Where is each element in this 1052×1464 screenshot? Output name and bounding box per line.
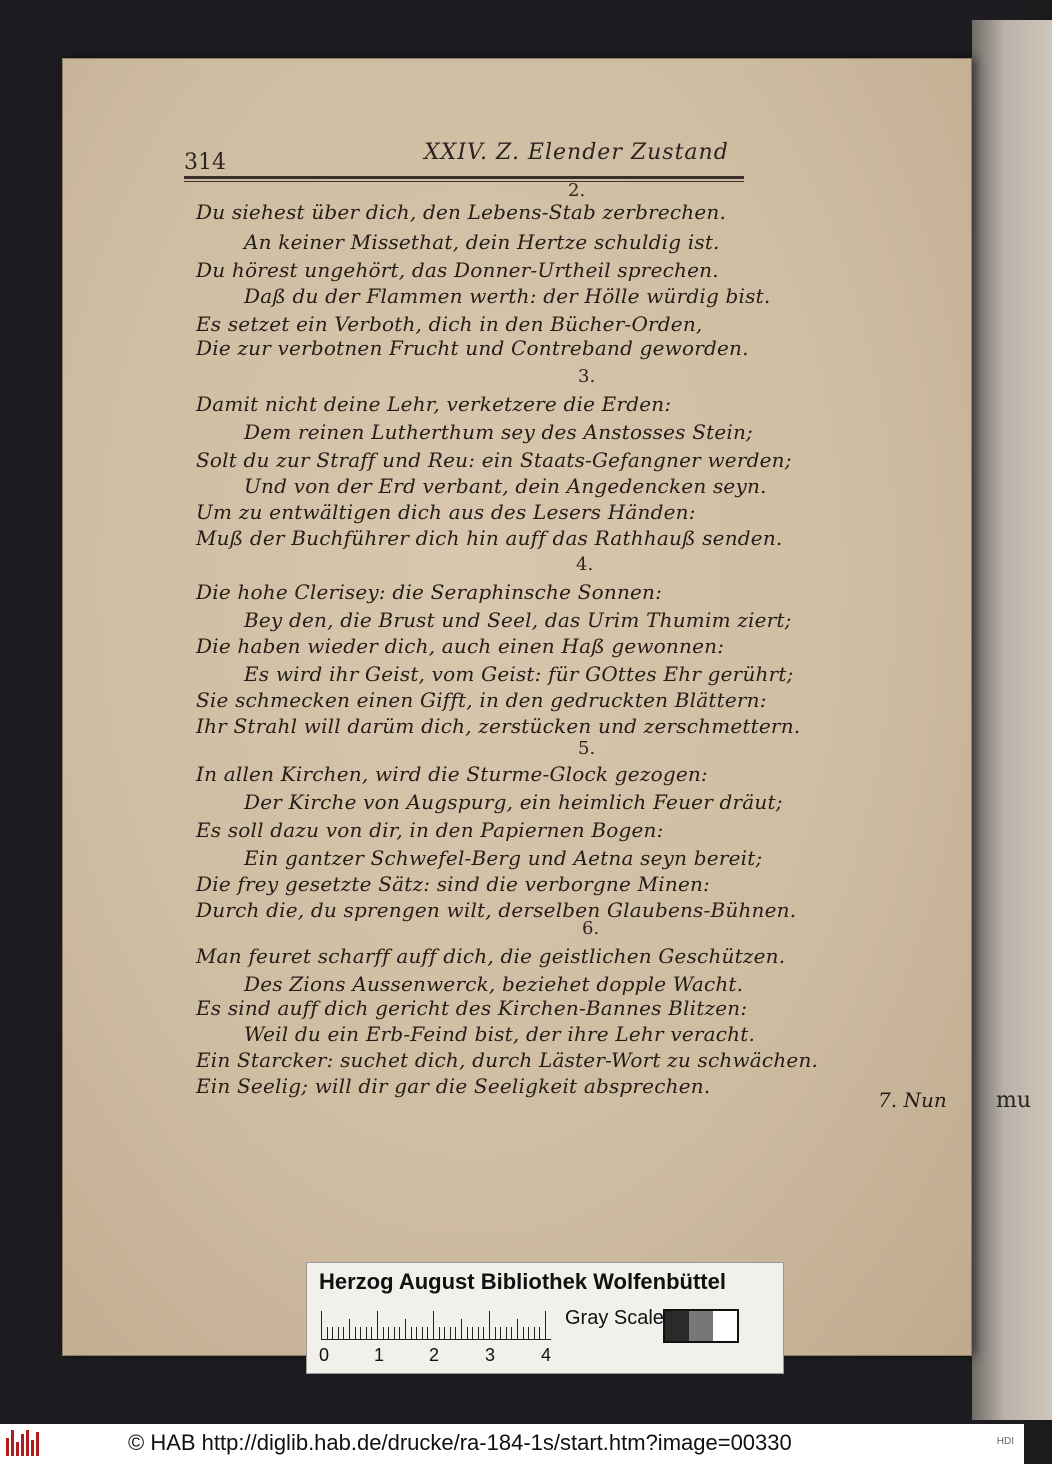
ruler-tick	[343, 1327, 344, 1339]
verse-line: Die hohe Clerisey: die Seraphinsche Sonnen:	[196, 580, 663, 604]
verse-line: Ein Seelig; will dir gar die Seeligkeit absprechen.	[196, 1074, 711, 1098]
ruler-tick	[327, 1327, 328, 1339]
copyright-link[interactable]: © HAB http://diglib.hab.de/drucke/ra-184-1s/start.htm?image=00330	[128, 1430, 792, 1455]
verse-line: Man feuret scharff auff dich, die geistlichen Geschützen.	[196, 944, 786, 968]
grayscale-label: Gray Scale	[565, 1307, 664, 1329]
ruler-tick	[517, 1319, 518, 1339]
ruler-tick	[450, 1327, 451, 1339]
header-rule-thin	[184, 181, 744, 182]
ruler-number: 1	[374, 1345, 385, 1365]
ruler-tick	[461, 1319, 462, 1339]
ruler-number: 0	[319, 1345, 330, 1365]
ruler-tick	[394, 1327, 395, 1339]
verse-line: Weil du ein Erb-Feind bist, der ihre Lehr veracht.	[244, 1022, 756, 1046]
ruler-tick	[405, 1319, 406, 1339]
verse-line: Ein Starcker: suchet dich, durch Läster-Wort zu schwächen.	[196, 1048, 819, 1072]
verse-line: Ihr Strahl will darüm dich, zerstücken und zerschmettern.	[196, 714, 801, 738]
ruler-number: 3	[485, 1345, 496, 1365]
swatch-mid	[689, 1311, 713, 1341]
verse-line: Des Zions Aussenwerck, beziehet dopple Wacht.	[244, 972, 744, 996]
ruler-tick	[360, 1327, 361, 1339]
scale-ruler	[321, 1311, 551, 1340]
next-page-fragment: mu	[996, 1088, 1032, 1113]
ruler-tick	[495, 1327, 496, 1339]
ruler-tick	[433, 1311, 434, 1339]
ruler-tick	[427, 1327, 428, 1339]
verse-line: Solt du zur Straff und Reu: ein Staats-Gefangner werden;	[196, 448, 792, 472]
verse-line: Die haben wieder dich, auch einen Haß gewonnen:	[196, 634, 725, 658]
ruler-tick	[416, 1327, 417, 1339]
ruler-tick	[545, 1311, 546, 1339]
library-name: Herzog August Bibliothek Wolfenbüttel	[319, 1269, 726, 1294]
header-rule	[184, 176, 744, 179]
ruler-tick	[366, 1327, 367, 1339]
verse-line: Es sind auff dich gericht des Kirchen-Bannes Blitzen:	[196, 996, 748, 1020]
verse-line: Muß der Buchführer dich hin auff das Rathhauß senden.	[196, 526, 783, 550]
ruler-tick	[399, 1327, 400, 1339]
ruler-tick	[371, 1327, 372, 1339]
stanza-number: 2.	[568, 180, 586, 201]
ruler-tick	[349, 1319, 350, 1339]
stanza-number: 4.	[576, 554, 594, 575]
ruler-tick	[483, 1327, 484, 1339]
ruler-tick	[332, 1327, 333, 1339]
verse-line: Ein gantzer Schwefel-Berg und Aetna seyn bereit;	[244, 846, 763, 870]
verse-line: In allen Kirchen, wird die Sturme-Glock gezogen:	[196, 762, 708, 786]
verse-line: Der Kirche von Augspurg, ein heimlich Feuer dräut;	[244, 790, 783, 814]
verse-line: Die frey gesetzte Sätz: sind die verborgne Minen:	[196, 872, 710, 896]
verse-line: An keiner Missethat, dein Hertze schuldig ist.	[244, 230, 720, 254]
ruler-tick	[467, 1327, 468, 1339]
ruler-number: 2	[429, 1345, 440, 1365]
ruler-tick	[338, 1327, 339, 1339]
swatch-dark	[665, 1311, 689, 1341]
ruler-tick	[444, 1327, 445, 1339]
verse-line: Und von der Erd verbant, dein Angedencken seyn.	[244, 474, 767, 498]
verse-line: Sie schmecken einen Gifft, in den gedruckten Blättern:	[196, 688, 767, 712]
ruler-tick	[439, 1327, 440, 1339]
verse-line: Daß du der Flammen werth: der Hölle würdig bist.	[244, 284, 771, 308]
viewer-footer	[0, 1424, 1024, 1464]
verse-line: Es wird ihr Geist, vom Geist: für GOttes Ehr gerührt;	[244, 662, 794, 686]
hab-logo-icon	[6, 1430, 42, 1456]
ruler-tick	[383, 1327, 384, 1339]
page-number: 314	[184, 150, 226, 175]
ruler-tick	[506, 1327, 507, 1339]
verse-line: Bey den, die Brust und Seel, das Urim Thumim ziert;	[244, 608, 792, 632]
swatch-light	[713, 1311, 737, 1341]
ruler-tick	[534, 1327, 535, 1339]
verse-line: Du siehest über dich, den Lebens-Stab zerbrechen.	[196, 200, 727, 224]
verse-line: Um zu entwältigen dich aus des Lesers Händen:	[196, 500, 696, 524]
ruler-tick	[321, 1311, 322, 1339]
grayscale-swatches	[663, 1309, 739, 1343]
verse-line: Dem reinen Lutherthum sey des Anstosses Stein;	[244, 420, 753, 444]
ruler-tick	[455, 1327, 456, 1339]
ruler-tick	[500, 1327, 501, 1339]
page-header	[184, 140, 744, 180]
ruler-tick	[422, 1327, 423, 1339]
stanza-number: 6.	[582, 918, 600, 939]
stanza-number: 5.	[578, 738, 596, 759]
ruler-tick	[523, 1327, 524, 1339]
verse-line: Die zur verbotnen Frucht und Contreband geworden.	[196, 336, 749, 360]
ruler-number: 4	[541, 1345, 552, 1365]
verse-line: Es setzet ein Verboth, dich in den Bücher-Orden,	[196, 312, 703, 336]
ruler-tick	[411, 1327, 412, 1339]
verse-line: Durch die, du sprengen wilt, derselben Glaubens-Bühnen.	[196, 898, 797, 922]
ruler-tick	[511, 1327, 512, 1339]
ruler-tick	[377, 1311, 378, 1339]
ruler-tick	[528, 1327, 529, 1339]
footer-mark: HDI	[996, 1436, 1014, 1447]
next-page-edge	[972, 20, 1052, 1420]
ruler-tick	[472, 1327, 473, 1339]
ruler-tick	[489, 1311, 490, 1339]
ruler-tick	[478, 1327, 479, 1339]
library-label-card	[306, 1262, 784, 1374]
ruler-tick	[539, 1327, 540, 1339]
verse-line: Es soll dazu von dir, in den Papiernen Bogen:	[196, 818, 664, 842]
running-head: XXIV. Z. Elender Zustand	[424, 140, 729, 165]
verse-line: Damit nicht deine Lehr, verketzere die Erden:	[196, 392, 672, 416]
stanza-number: 3.	[578, 366, 596, 387]
catchword: 7. Nun	[878, 1088, 947, 1112]
ruler-tick	[355, 1327, 356, 1339]
verse-line: Du hörest ungehört, das Donner-Urtheil sprechen.	[196, 258, 719, 282]
ruler-tick	[388, 1327, 389, 1339]
